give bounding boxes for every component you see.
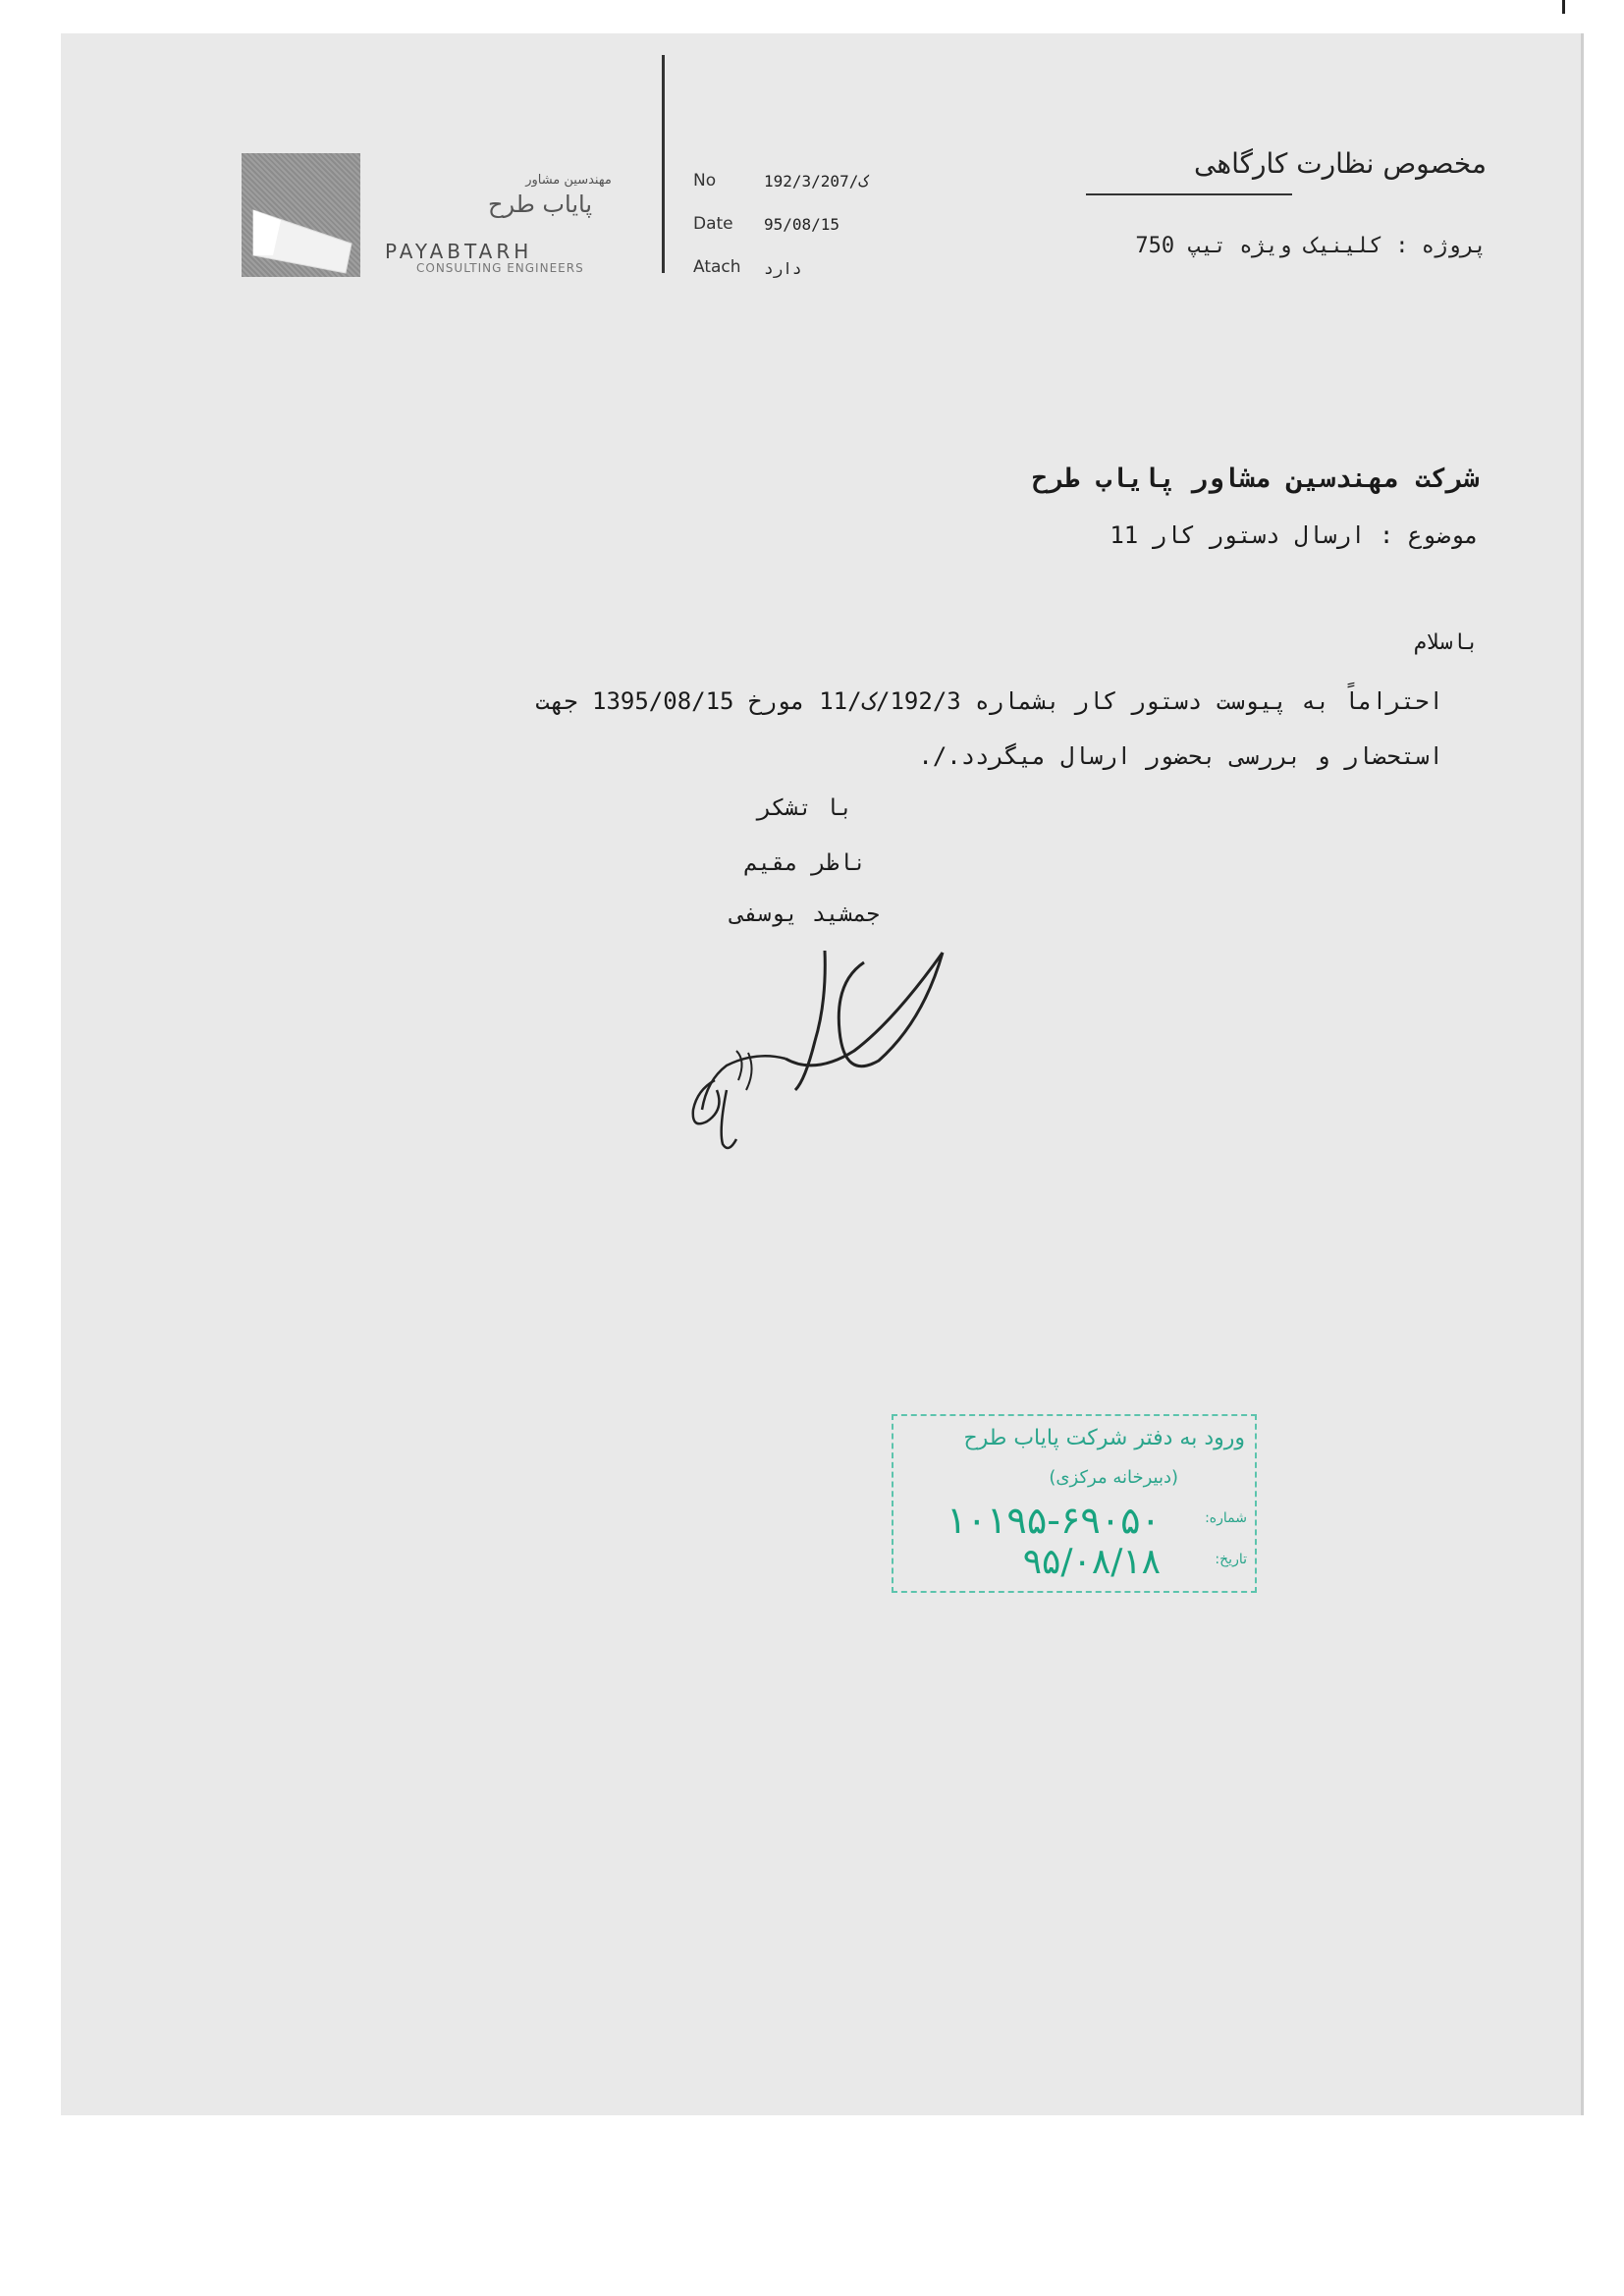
header-divider [662, 55, 665, 273]
logo-english-subtitle: CONSULTING ENGINEERS [416, 261, 584, 275]
stamp-date: ۹۵/۰۸/۱۸ [1022, 1542, 1161, 1582]
logo-persian-subtitle: مهندسین مشاور [525, 173, 612, 188]
greeting: باسلام [1413, 630, 1479, 655]
registry-stamp [892, 1414, 1257, 1593]
closing-thanks: با تشکر [757, 795, 853, 821]
confidential-underline [1086, 193, 1292, 195]
logo-english-name: PAYABTARH [385, 240, 533, 263]
scan-edge-mark [1562, 0, 1565, 14]
stamp-date-label: تاریخ: [1215, 1552, 1247, 1567]
confidential-heading: مخصوص نظارت کارگاهی [1194, 147, 1487, 180]
recipient-company: شرکت مهندسین مشاور پایاب طرح [1031, 464, 1479, 494]
stamp-subtitle: (دبیرخانه مرکزی) [1049, 1467, 1178, 1488]
closing-role: ناظر مقیم [743, 850, 867, 876]
handwritten-signature [668, 943, 962, 1173]
stamp-number: ۱۰۱۹۵-۶۹۰۵۰ [947, 1499, 1161, 1542]
subject-line: موضوع : ارسال دستور کار 11 [1110, 521, 1479, 549]
meta-attach-label: Atach [693, 257, 741, 277]
body-paragraph-line-1: احتراماً به پیوست دستور کار بشماره 192/3/ک/11 مورخ 1395/08/15 جهت [535, 687, 1443, 715]
meta-no-value: 192/3/ک/207 [764, 172, 868, 191]
logo-persian-name: پایاب طرح [487, 191, 593, 218]
meta-no-label: No [693, 171, 717, 191]
stamp-title: ورود به دفتر شرکت پایاب طرح [963, 1426, 1245, 1450]
company-logo-icon [242, 153, 360, 277]
closing-signer-name: جمشید یوسفی [730, 902, 881, 927]
meta-date-label: Date [693, 214, 733, 234]
meta-attach-value: دارد [764, 259, 802, 278]
body-paragraph-line-2: استحضار و بررسی بحضور ارسال میگردد./. [918, 742, 1443, 770]
stamp-number-label: شماره: [1205, 1510, 1247, 1526]
project-line: پروژه : کلینیک ویژه تیپ 750 [1135, 234, 1487, 258]
meta-date-value: 95/08/15 [764, 215, 840, 234]
